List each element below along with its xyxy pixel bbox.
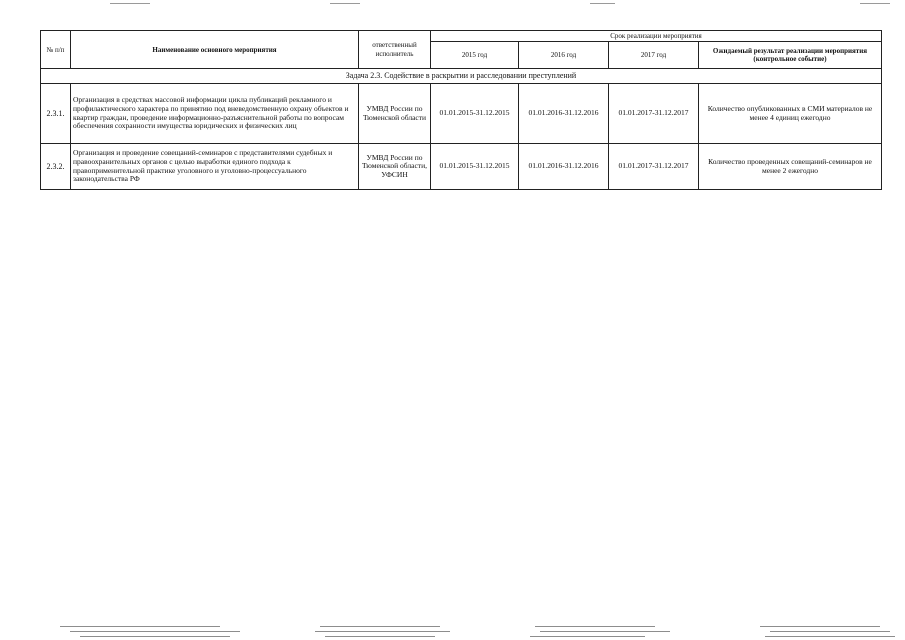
row-period-2016: 01.01.2016-31.12.2016	[519, 84, 609, 144]
header-responsible: ответственный исполнитель	[359, 31, 431, 69]
header-year-2015: 2015 год	[431, 42, 519, 69]
header-year-2016: 2016 год	[519, 42, 609, 69]
header-activity-name: Наименование основного мероприятия	[71, 31, 359, 69]
header-expected-result: Ожидаемый результат реализации мероприятия (контрольное событие)	[699, 42, 882, 69]
row-responsible: УМВД России по Тюменской области, УФСИН	[359, 144, 431, 190]
activities-table	[40, 30, 882, 190]
row-number: 2.3.2.	[41, 144, 71, 190]
task-title: Задача 2.3. Содействие в раскрытии и расследовании преступлений	[41, 69, 882, 84]
row-activity-name: Организация в средствах массовой информации цикла публикаций рекламного и профилактического характера по принятию под вневедомственную охрану объектов и квартир граждан, проведение информационно-разъяснительной работы по вопросам обеспечения сохранности имущества юридических и физических лиц	[71, 84, 359, 144]
scan-artifact-top	[0, 2, 905, 8]
table-row	[41, 84, 882, 144]
row-period-2017: 01.01.2017-31.12.2017	[609, 144, 699, 190]
task-row	[41, 69, 882, 84]
header-implementation-period: Срок реализации мероприятия	[431, 31, 882, 42]
row-expected-result: Количество опубликованных в СМИ материалов не менее 4 единиц ежегодно	[699, 84, 882, 144]
row-activity-name: Организация и проведение совещаний-семинаров с представителями судебных и правоохранительных органов с целью выработки единого подхода к правоприменительной практике уголовного и уголовно-процессуального законодательства РФ	[71, 144, 359, 190]
row-period-2015: 01.01.2015-31.12.2015	[431, 144, 519, 190]
row-responsible: УМВД России по Тюменской области	[359, 84, 431, 144]
row-period-2016: 01.01.2016-31.12.2016	[519, 144, 609, 190]
row-expected-result: Количество проведенных совещаний-семинаров не менее 2 ежегодно	[699, 144, 882, 190]
row-period-2017: 01.01.2017-31.12.2017	[609, 84, 699, 144]
header-year-2017: 2017 год	[609, 42, 699, 69]
row-number: 2.3.1.	[41, 84, 71, 144]
header-number: № п/п	[41, 31, 71, 69]
scan-artifact-bottom	[0, 600, 905, 640]
row-period-2015: 01.01.2015-31.12.2015	[431, 84, 519, 144]
table-row	[41, 144, 882, 190]
